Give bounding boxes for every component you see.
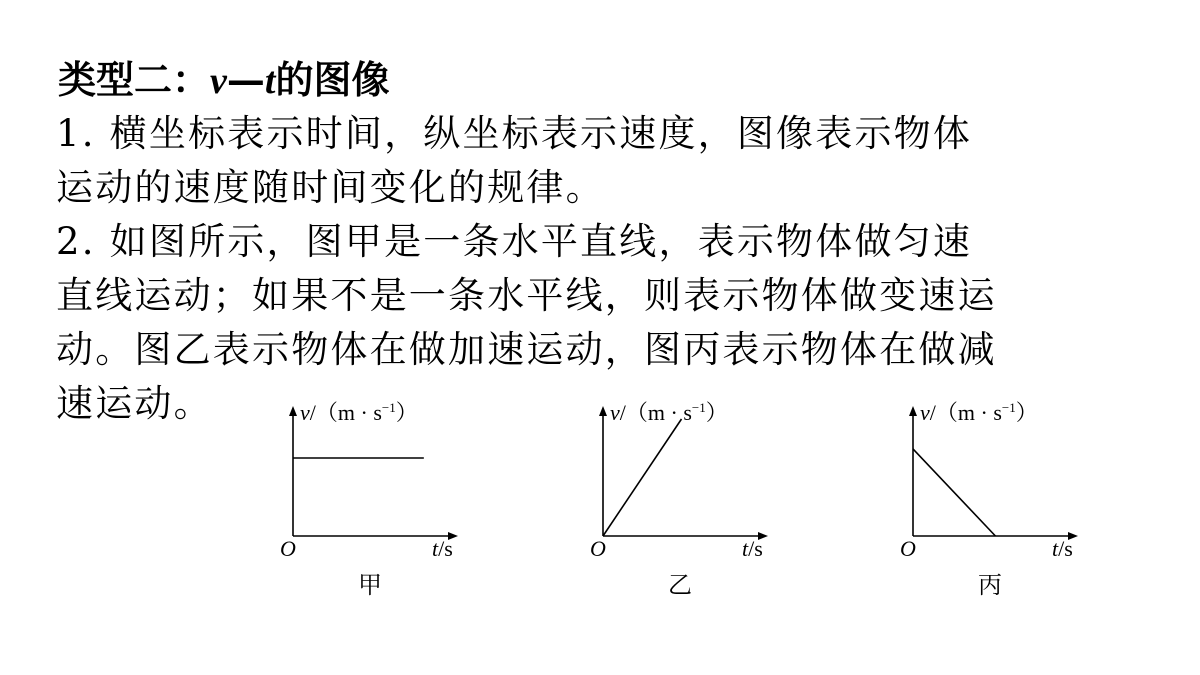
figure-bing: [898, 396, 1098, 606]
y-axis-arrow: [909, 406, 917, 416]
figure-jia: [278, 396, 478, 606]
figure-yi-graph: [588, 396, 788, 606]
paragraph-line-3: 2. 如图所示，图甲是一条水平直线，表示物体做匀速: [56, 220, 973, 263]
title-prefix: 类型二：: [58, 57, 211, 102]
paragraph-line-1: 1. 横坐标表示时间，纵坐标表示速度，图像表示物体: [56, 112, 973, 155]
title-dash: —: [226, 57, 265, 102]
x-axis-label: t/s: [742, 536, 763, 561]
y-axis-label: $v/(m \cdot s^{-1})$: [920, 400, 1038, 425]
title-v: v: [210, 60, 227, 102]
y-axis-arrow: [289, 406, 297, 416]
origin-label: O: [590, 536, 606, 561]
figure-label-bing: 丙: [978, 571, 1002, 599]
y-axis-label: $v/(m \cdot s^{-1})$: [300, 400, 418, 425]
x-axis-label: t/s: [1052, 536, 1073, 561]
figure-bing-graph: [898, 396, 1098, 606]
y-axis-label: $v/(m \cdot s^{-1})$: [610, 400, 728, 425]
figure-label-jia: 甲: [358, 571, 382, 599]
paragraph-line-4: 直线运动；如果不是一条水平线，则表示物体做变速运: [56, 274, 997, 317]
paragraph-line-2: 运动的速度随时间变化的规律。: [56, 166, 605, 209]
series-line: [603, 419, 682, 536]
y-axis-arrow: [599, 406, 607, 416]
section-title: [58, 56, 389, 105]
origin-label: O: [280, 536, 296, 561]
x-axis-label: t/s: [432, 536, 453, 561]
series-layer: [603, 419, 682, 536]
figure-yi: [588, 396, 788, 606]
series-layer: [913, 449, 995, 536]
title-suffix: 的图像: [275, 57, 390, 102]
figure-jia-graph: [278, 396, 478, 606]
title-t: t: [264, 60, 276, 102]
series-line: [913, 449, 995, 536]
paragraph-line-5: 动。图乙表示物体在做加速运动，图丙表示物体在做减: [56, 328, 997, 371]
origin-label: O: [900, 536, 916, 561]
figure-label-yi: 乙: [668, 571, 692, 599]
paragraph-line-6: 速运动。: [56, 382, 213, 425]
